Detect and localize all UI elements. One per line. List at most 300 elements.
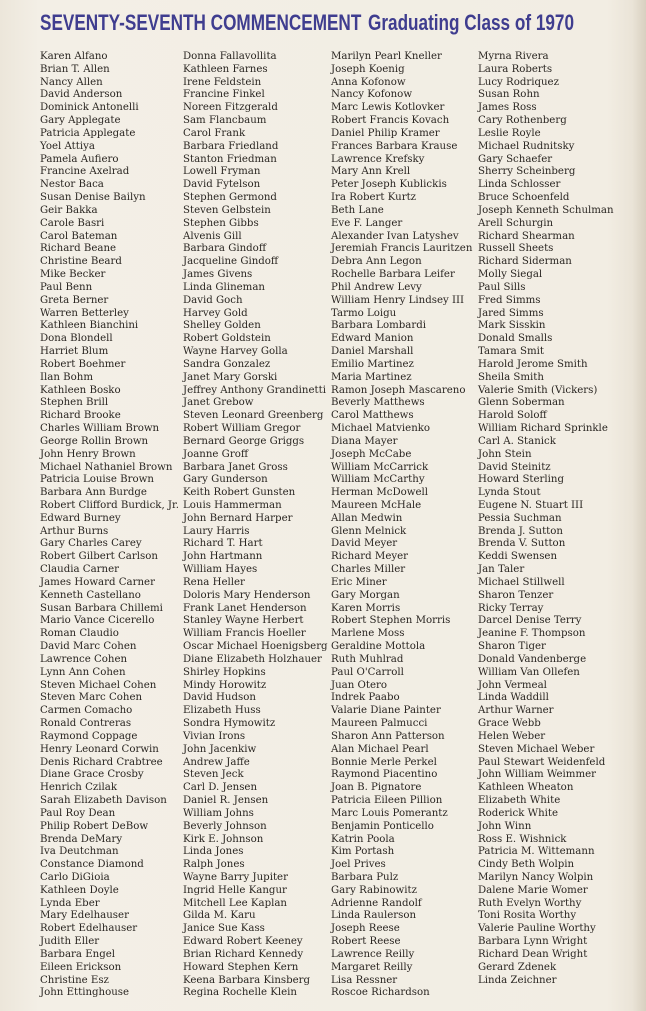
graduate-name: Joseph Kenneth Schulman [478, 204, 614, 216]
graduate-name: Michael Stillwell [478, 576, 565, 588]
graduate-name: Patricia M. Wittemann [478, 846, 595, 858]
graduate-name: Frances Barbara Krause [331, 140, 458, 152]
graduate-name: Janice Sue Kass [183, 923, 265, 935]
graduate-name: Marilyn Pearl Kneller [331, 51, 442, 62]
graduate-name: William McCarthy [331, 474, 425, 486]
graduate-name: Debra Ann Legon [331, 256, 422, 268]
graduate-name: Sherry Scheinberg [478, 166, 576, 178]
graduate-name: Frank Lanet Henderson [183, 602, 307, 614]
graduate-name: Linda Waddill [478, 692, 549, 704]
graduate-name: Donna Fallavollita [183, 51, 277, 62]
graduate-name: Arthur Warner [478, 705, 554, 717]
graduate-name: Eve F. Langer [331, 217, 403, 229]
graduate-name: Noreen Fitzgerald [183, 102, 278, 114]
graduate-name: Gary Gunderson [183, 474, 268, 486]
graduate-name: Doloris Mary Henderson [183, 589, 311, 601]
graduate-name: Joan B. Pignatore [331, 782, 422, 794]
graduate-name: Barbara Pulz [331, 872, 399, 883]
graduate-name: Sharon Tiger [478, 641, 546, 653]
graduate-name: Kathleen Wheaton [478, 782, 574, 794]
graduate-name: Carol Frank [183, 127, 246, 139]
graduate-name: Robert William Gregor [183, 423, 301, 435]
graduate-name: Ilan Bohm [40, 371, 93, 383]
graduate-name: Barbara Ann Burdge [40, 487, 147, 499]
graduate-name: Daniel R. Jensen [183, 795, 269, 807]
graduate-name: Geraldine Mottola [331, 641, 426, 653]
graduate-name: Dominick Antonelli [40, 102, 139, 114]
graduate-name: Philip Robert DeBow [40, 820, 149, 832]
graduate-name: Lawrence Reilly [331, 948, 415, 960]
graduate-name: Louis Hammerman [183, 499, 282, 511]
graduate-name: John Hartmann [183, 551, 263, 563]
graduate-name: Dalene Marie Womer [478, 884, 588, 896]
graduate-name: Nancy Kofonow [331, 89, 413, 101]
graduate-name: Glenn Soberman [478, 397, 565, 409]
graduate-name: Sheila Smith [478, 371, 544, 383]
graduate-name: Mario Vance Cicerello [40, 615, 155, 627]
graduate-name: Sarah Elizabeth Davison [40, 795, 167, 807]
page-header [0, 10, 646, 40]
graduate-name: Nestor Baca [40, 179, 104, 191]
graduate-name: Edward Burney [40, 512, 121, 524]
graduate-name: Charles Miller [331, 564, 406, 576]
graduate-name: Susan Barbara Chillemi [40, 602, 163, 614]
graduate-name: Christine Beard [40, 256, 122, 268]
graduate-name: Gary Rabinowitz [331, 884, 417, 896]
graduate-name: Laury Harris [183, 525, 250, 537]
graduate-name: William Francis Hoeller [183, 628, 306, 640]
graduate-name: Tarmo Loigu [331, 307, 397, 319]
graduate-name: Helen Weber [478, 730, 546, 742]
graduate-name: Shirley Hopkins [183, 666, 266, 678]
graduate-name: Stephen Gibbs [183, 217, 259, 229]
graduate-name: Edward Robert Keeney [183, 936, 303, 948]
graduate-name: John Stein [478, 448, 532, 460]
graduate-name: George Rollin Brown [40, 435, 149, 447]
graduate-name: Pessia Suchman [478, 512, 562, 524]
graduate-name: John William Weimmer [478, 769, 597, 781]
graduate-name: Jeanine F. Thompson [478, 628, 586, 640]
graduate-name: Keddi Swensen [478, 551, 558, 563]
graduate-name: Allan Medwin [331, 512, 403, 524]
graduate-name: Maureen Palmucci [331, 718, 428, 730]
graduate-name: Lawrence Krefsky [331, 153, 425, 165]
graduate-name: Raymond Piacentino [331, 769, 438, 781]
graduate-name: William Van Ollefen [478, 666, 580, 678]
graduate-name: Janet Grebow [183, 397, 254, 409]
graduate-name: Carmen Comacho [40, 705, 133, 717]
graduate-name: Sandra Gonzalez [183, 358, 271, 370]
graduate-name: John Winn [478, 820, 532, 832]
graduate-name: Michael Rudnitsky [478, 140, 575, 152]
graduate-name: Carlo DiGioia [40, 872, 110, 883]
graduate-name: Mary Edelhauser [40, 910, 129, 922]
graduate-name: Barbara Lombardi [331, 320, 427, 332]
graduate-name: Paul Stewart Weidenfeld [478, 756, 606, 768]
graduate-name: Pamela Aufiero [40, 153, 119, 165]
graduate-name: Irene Feldstein [183, 76, 262, 88]
graduate-name: Robert Reese [331, 936, 401, 948]
names-column-3 [331, 51, 481, 1000]
graduate-name: Robert Goldstein [183, 333, 271, 345]
graduate-name: Roman Claudio [40, 628, 119, 640]
graduate-name: Wayne Harvey Golla [183, 346, 288, 358]
graduate-name: Richard Siderman [478, 256, 572, 268]
graduate-name: Andrew Jaffe [183, 756, 250, 768]
graduate-name: Mike Becker [40, 269, 106, 281]
graduate-name: Gary Morgan [331, 589, 400, 601]
graduate-name: Myrna Rivera [478, 51, 549, 62]
graduate-name: Geir Bakka [40, 204, 98, 216]
graduate-name: Ramon Joseph Mascareno [331, 384, 466, 396]
graduate-name: Daniel Marshall [331, 346, 414, 358]
graduate-name: Lynda Stout [478, 487, 541, 499]
graduate-name: Diana Mayer [331, 435, 398, 447]
graduate-name: James Howard Carner [40, 576, 155, 588]
graduate-name: Yoel Attiya [40, 140, 95, 152]
graduate-name: Warren Betterley [40, 307, 129, 319]
graduate-name: Benjamin Ponticello [331, 820, 434, 832]
graduate-name: Robert Edelhauser [40, 923, 138, 935]
graduate-name: William McCarrick [331, 461, 429, 473]
graduate-name: Sharon Ann Patterson [331, 730, 445, 742]
graduate-name: Steven Leonard Greenberg [183, 410, 324, 422]
graduate-name: Kathleen Bianchini [40, 320, 139, 332]
graduate-name: Katrin Poola [331, 833, 395, 845]
graduate-name: Greta Berner [40, 294, 109, 306]
graduate-name: Ricky Terray [478, 602, 544, 614]
graduate-name: Gary Charles Carey [40, 538, 142, 550]
graduate-name: Linda Jones [183, 846, 244, 858]
graduate-name: Richard Beane [40, 243, 117, 255]
graduate-name: Roderick White [478, 807, 559, 819]
graduate-name: Francine Axelrad [40, 166, 130, 178]
graduate-name: Marilyn Nancy Wolpin [478, 872, 594, 883]
graduate-name: Keena Barbara Kinsberg [183, 974, 311, 986]
graduate-name: Harriet Blum [40, 346, 109, 358]
graduate-name: Eileen Erickson [40, 961, 122, 973]
graduate-name: Lynda Eber [40, 897, 100, 909]
graduate-name: Diane Grace Crosby [40, 769, 144, 781]
graduate-name: Anna Kofonow [331, 76, 406, 88]
graduate-name: Paul Roy Dean [40, 807, 116, 819]
graduate-name: Ronald Contreras [40, 718, 132, 730]
graduate-name: Constance Diamond [40, 859, 144, 871]
graduate-name: Kathleen Doyle [40, 884, 119, 896]
graduate-name: Sondra Hymowitz [183, 718, 276, 730]
graduate-name: Tamara Smit [478, 346, 544, 358]
graduate-name: Beverly Johnson [183, 820, 267, 832]
graduate-name: Karen Morris [331, 602, 401, 614]
graduate-name: David Marc Cohen [40, 641, 137, 653]
graduate-name: Joel Prives [331, 859, 386, 871]
graduate-name: Carl D. Jensen [183, 782, 258, 794]
graduate-name: Kathleen Bosko [40, 384, 121, 396]
graduate-name: Claudia Carner [40, 564, 119, 576]
graduate-name: John Henry Brown [40, 448, 136, 460]
graduate-name: Beth Lane [331, 204, 384, 216]
graduate-name: Brian Richard Kennedy [183, 948, 304, 960]
graduate-name: Herman McDowell [331, 487, 429, 499]
graduate-name: Linda Schlosser [478, 179, 561, 191]
graduate-name: Mitchell Lee Kaplan [183, 897, 287, 909]
graduate-name: Barbara Janet Gross [183, 461, 288, 473]
graduate-name: Lawrence Cohen [40, 653, 128, 665]
graduate-name: Joseph Reese [331, 923, 400, 935]
graduate-name: Donald Smalls [478, 333, 553, 345]
class-title: Graduating Class of 1970 [368, 10, 574, 35]
commencement-title: SEVENTY-SEVENTH COMMENCEMENT [40, 10, 362, 35]
graduate-name: Steven Marc Cohen [40, 692, 143, 704]
graduate-name: Lynn Ann Cohen [40, 666, 126, 678]
graduate-name: Russell Sheets [478, 243, 554, 255]
graduate-name: Kathleen Farnes [183, 63, 268, 75]
graduate-name: Patricia Louise Brown [40, 474, 154, 486]
graduate-name: Sam Flancbaum [183, 115, 267, 127]
names-column-2 [183, 51, 333, 1000]
graduate-name: Eugene N. Stuart III [478, 499, 584, 511]
graduate-name: Darcel Denise Terry [478, 615, 582, 627]
graduate-name: Kirk E. Johnson [183, 833, 264, 845]
graduate-name: Marc Louis Pomerantz [331, 807, 448, 819]
graduate-name: Jeffrey Anthony Grandinetti [183, 384, 326, 396]
graduate-name: Mary Ann Krell [331, 166, 411, 178]
graduate-name: William Henry Lindsey III [331, 294, 465, 306]
graduate-name: Nancy Allen [40, 76, 103, 88]
graduate-name: Carol Matthews [331, 410, 414, 422]
graduate-name: Karen Alfano [40, 51, 108, 62]
graduate-name: Grace Webb [478, 718, 541, 730]
graduate-name: Oscar Michael Hoenigsberg [183, 641, 328, 653]
graduate-name: Barbara Friedland [183, 140, 279, 152]
graduate-name: Toni Rosita Worthy [478, 910, 577, 922]
graduate-name: Rena Heller [183, 576, 245, 588]
graduate-name: Patricia Eileen Pillion [331, 795, 443, 807]
graduate-name: Sharon Tenzer [478, 589, 554, 601]
names-column-4 [478, 51, 628, 987]
graduate-name: Stanley Wayne Herbert [183, 615, 304, 627]
graduate-name: David Goch [183, 294, 243, 306]
graduate-name: Janet Mary Gorski [183, 371, 278, 383]
graduate-name: Arell Schurgin [478, 217, 554, 229]
graduate-name: Robert Francis Kovach [331, 115, 450, 127]
graduate-name: Lowell Fryman [183, 166, 261, 178]
graduate-name: Lisa Ressner [331, 974, 398, 986]
graduate-name: Carl A. Stanick [478, 435, 556, 447]
graduate-name: Mark Sisskin [478, 320, 546, 332]
graduate-name: Paul Benn [40, 281, 93, 293]
graduate-name: Henrich Czilak [40, 782, 118, 794]
graduate-name: Linda Zeichner [478, 974, 557, 986]
graduate-name: Jan Taler [478, 564, 525, 576]
graduate-name: Barbara Engel [40, 948, 116, 960]
graduate-name: Steven Gelbstein [183, 204, 271, 216]
page-edge-shadow [632, 0, 646, 1011]
graduate-name: Stanton Friedman [183, 153, 277, 165]
graduate-name: Steven Michael Cohen [40, 679, 157, 691]
graduate-name: Patricia Applegate [40, 127, 136, 139]
graduate-name: Valerie Smith (Vickers) [478, 384, 598, 396]
graduate-name: David Anderson [40, 89, 123, 101]
graduate-name: James Givens [183, 269, 253, 281]
graduate-name: Harold Jerome Smith [478, 358, 588, 370]
graduate-name: Dona Blondell [40, 333, 113, 345]
graduate-name: Leslie Royle [478, 127, 541, 139]
graduate-name: Cary Rothenberg [478, 115, 567, 127]
graduate-name: Lucy Rodriquez [478, 76, 559, 88]
graduate-name: Arthur Burns [40, 525, 109, 537]
graduate-name: Mindy Horowitz [183, 679, 267, 691]
graduate-name: Raymond Coppage [40, 730, 138, 742]
graduate-name: Wayne Barry Jupiter [183, 872, 288, 883]
graduate-name: Ross E. Wishnick [478, 833, 567, 845]
graduate-name: Fred Simms [478, 294, 541, 306]
graduate-name: Jared Simms [478, 307, 544, 319]
graduate-name: Brenda J. Sutton [478, 525, 563, 537]
graduate-name: Bernard George Griggs [183, 435, 305, 447]
graduate-name: Howard Stephen Kern [183, 961, 299, 973]
graduate-name: Phil Andrew Levy [331, 281, 422, 293]
graduate-name: Richard Dean Wright [478, 948, 588, 960]
graduate-name: Carole Basri [40, 217, 105, 229]
graduate-name: James Ross [478, 102, 537, 114]
graduate-name: Carol Bateman [40, 230, 118, 242]
graduate-name: David Meyer [331, 538, 398, 550]
graduate-name: Jacqueline Gindoff [183, 256, 279, 268]
graduate-name: Robert Stephen Morris [331, 615, 451, 627]
graduate-name: Michael Nathaniel Brown [40, 461, 173, 473]
graduate-name: Judith Eller [40, 936, 100, 948]
graduate-name: David Hudson [183, 692, 256, 704]
graduate-name: Alan Michael Pearl [331, 743, 429, 755]
graduate-name: Christine Esz [40, 974, 109, 986]
graduate-name: Joseph McCabe [331, 448, 412, 460]
graduate-name: Ruth Evelyn Worthy [478, 897, 582, 909]
graduate-name: John Bernard Harper [183, 512, 293, 524]
graduate-name: Beverly Matthews [331, 397, 425, 409]
graduate-name: Glenn Melnick [331, 525, 407, 537]
graduate-name: Stephen Germond [183, 192, 277, 204]
graduate-name: John Jacenkiw [183, 743, 257, 755]
graduate-name: Daniel Philip Kramer [331, 127, 440, 139]
graduate-name: Indrek Paabo [331, 692, 400, 704]
graduate-name: Barbara Gindoff [183, 243, 267, 255]
graduate-name: Joseph Koenig [331, 63, 405, 75]
names-column-1 [40, 51, 190, 1000]
graduate-name: Alvenis Gill [183, 230, 242, 242]
graduate-name: Gary Applegate [40, 115, 121, 127]
graduate-name: John Vermeal [478, 679, 547, 691]
graduate-name: William Richard Sprinkle [478, 423, 608, 435]
graduate-name: Margaret Reilly [331, 961, 413, 973]
graduate-name: Laura Roberts [478, 63, 553, 75]
graduate-name: Marc Lewis Kotlovker [331, 102, 445, 114]
graduate-name: David Fytelson [183, 179, 261, 191]
graduate-name: Steven Michael Weber [478, 743, 595, 755]
graduate-name: Juan Otero [331, 679, 387, 691]
graduate-name: Richard Meyer [331, 551, 409, 563]
graduate-name: Shelley Golden [183, 320, 261, 332]
graduate-name: Brian T. Allen [40, 63, 110, 75]
graduate-name: Valarie Diane Painter [331, 705, 441, 717]
graduate-name: Diane Elizabeth Holzhauer [183, 653, 322, 665]
graduate-name: Harvey Gold [183, 307, 248, 319]
graduate-name: Joanne Groff [183, 448, 249, 460]
graduate-name: Regina Rochelle Klein [183, 987, 297, 999]
graduate-name: Francine Finkel [183, 89, 265, 101]
graduate-name: Donald Vandenberge [478, 653, 587, 665]
graduate-name: John Ettinghouse [40, 987, 130, 999]
graduate-name: Edward Manion [331, 333, 414, 345]
graduate-name: Valerie Pauline Worthy [478, 923, 596, 935]
graduate-name: Susan Rohn [478, 89, 540, 101]
graduate-name: Charles William Brown [40, 423, 160, 435]
graduate-name: Linda Raulerson [331, 910, 417, 922]
graduate-name: Susan Denise Bailyn [40, 192, 146, 204]
graduate-name: Linda Glineman [183, 281, 265, 293]
graduate-name: Bruce Schoenfeld [478, 192, 570, 204]
graduate-name: Robert Clifford Burdick, Jr. [40, 499, 179, 511]
graduate-name: Richard Brooke [40, 410, 121, 422]
graduate-name: Adrienne Randolf [331, 897, 422, 909]
graduate-name: William Johns [183, 807, 254, 819]
graduate-name: Maria Martinez [331, 371, 412, 383]
graduate-name: Robert Boehmer [40, 358, 126, 370]
graduate-name: Gerard Zdenek [478, 961, 557, 973]
graduate-name: Emilio Martinez [331, 358, 414, 370]
graduate-name: Richard T. Hart [183, 538, 263, 550]
graduate-name: Richard Shearman [478, 230, 575, 242]
graduate-name: Robert Gilbert Carlson [40, 551, 158, 563]
graduate-name: Elizabeth White [478, 795, 561, 807]
graduate-name: Kenneth Castellano [40, 589, 141, 601]
graduate-name: Maureen McHale [331, 499, 422, 511]
graduate-name: Cindy Beth Wolpin [478, 859, 575, 871]
graduate-name: Vivian Irons [183, 730, 246, 742]
graduate-name: Iva Deutchman [40, 846, 119, 858]
graduate-name: Stephen Brill [40, 397, 109, 409]
graduate-name: Paul O'Carroll [331, 666, 404, 678]
graduate-name: Gilda M. Karu [183, 910, 256, 922]
graduate-name: Molly Siegal [478, 269, 543, 281]
graduate-name: Kim Portash [331, 846, 395, 858]
graduate-name: Ingrid Helle Kangur [183, 884, 287, 896]
graduate-name: Ruth Muhlrad [331, 653, 404, 665]
graduate-name: Henry Leonard Corwin [40, 743, 159, 755]
graduate-name: Keith Robert Gunsten [183, 487, 296, 499]
graduate-name: Marlene Moss [331, 628, 405, 640]
graduate-name: David Steinitz [478, 461, 551, 473]
graduate-name: Denis Richard Crabtree [40, 756, 163, 768]
graduate-name: Alexander Ivan Latyshev [331, 230, 459, 242]
graduate-name: Jeremiah Francis Lauritzen [331, 243, 473, 255]
graduate-name: Bonnie Merle Perkel [331, 756, 437, 768]
graduate-name: Harold Soloff [478, 410, 547, 422]
graduate-name: Gary Schaefer [478, 153, 553, 165]
graduate-name: Brenda DeMary [40, 833, 123, 845]
graduate-name: Ira Robert Kurtz [331, 192, 417, 204]
graduate-name: Barbara Lynn Wright [478, 936, 588, 948]
graduate-name: Roscoe Richardson [331, 987, 430, 999]
graduate-name: Brenda V. Sutton [478, 538, 566, 550]
graduate-name: Steven Jeck [183, 769, 244, 781]
graduate-name: Eric Miner [331, 576, 387, 588]
graduate-name: Howard Sterling [478, 474, 565, 486]
graduate-name: Elizabeth Huss [183, 705, 261, 717]
graduate-name: Ralph Jones [183, 859, 245, 871]
graduate-name: Paul Sills [478, 281, 526, 293]
graduate-name: Rochelle Barbara Leifer [331, 269, 455, 281]
